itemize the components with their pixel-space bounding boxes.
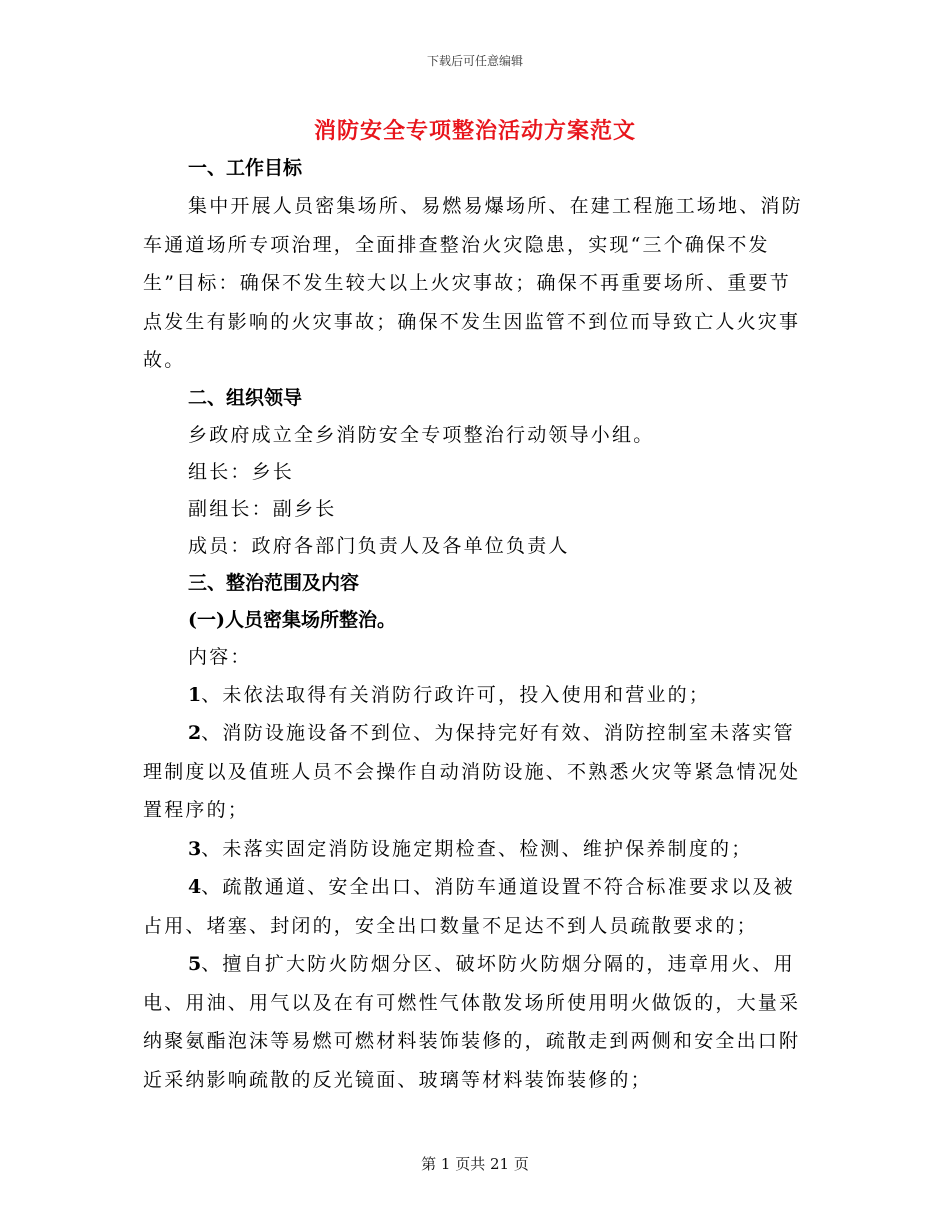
document-title: 消防安全专项整治活动方案范文	[313, 118, 636, 144]
item-number: 4	[188, 876, 202, 898]
section-paragraph-work-goals: 集中开展人员密集场所、易燃易爆场所、在建工程施工场地、消防车通道场所专项治理，全面排查整治火灾隐患，实现“三个确保不发生”目标：确保不发生较大以上火灾事故；确保不再重要场所、重要节点发生有影响的火灾事故；确保不发生因监管不到位而导致亡人火灾事故。	[143, 195, 803, 371]
organization-line-leader: 组长：乡长	[188, 460, 295, 483]
content-label: 内容：	[188, 645, 252, 668]
item-number: 3	[188, 837, 202, 860]
subsection-heading-crowded-places: (一)人员密集场所整治。	[188, 608, 396, 631]
item-text: 、未落实固定消防设施定期检查、检测、维护保养制度的；	[201, 837, 753, 860]
list-item	[143, 945, 811, 1099]
list-item	[143, 830, 811, 869]
section-heading-scope: 三、整治范围及内容	[188, 571, 360, 594]
organization-line-deputy: 副组长：副乡长	[188, 497, 337, 520]
list-item	[143, 676, 811, 715]
list-item	[143, 714, 811, 830]
section-heading-work-goals: 一、工作目标	[188, 157, 303, 179]
organization-line-1: 乡政府成立全乡消防安全专项整治行动领导小组。	[188, 423, 655, 446]
organization-line-members: 成员：政府各部门负责人及各单位负责人	[188, 534, 570, 557]
item-number: 1	[188, 683, 202, 706]
item-text: 、擅自扩大防火防烟分区、破坏防火防烟分隔的，违章用火、用电、用油、用气以及在有可燃性气体散发场所使用明火做饭的，大量采纳聚氨酯泡沫等易燃可燃材料装饰装修的，疏散走到两侧和安全出口附近采纳影响疏散的反光镜面、玻璃等材料装饰装修的；	[143, 953, 801, 1091]
item-number: 5	[188, 953, 202, 975]
item-text: 、疏散通道、安全出口、消防车通道设置不符合标准要求以及被占用、堵塞、封闭的，安全出口数量不足达不到人员疏散要求的；	[143, 876, 795, 937]
item-number: 2	[188, 722, 202, 744]
header-note: 下载后可任意编辑	[426, 54, 523, 68]
document-body	[143, 150, 811, 1099]
item-text: 、消防设施设备不到位、为保持完好有效、消防控制室未落实管理制度以及值班人员不会操作自动消防设施、不熟悉火灾等紧急情况处置程序的；	[143, 722, 801, 821]
section-heading-organization: 二、组织领导	[188, 386, 303, 409]
item-text: 、未依法取得有关消防行政许可，投入使用和营业的；	[201, 683, 711, 706]
list-item	[143, 868, 811, 945]
page-footer: 第 1 页共 21 页	[421, 1155, 529, 1173]
